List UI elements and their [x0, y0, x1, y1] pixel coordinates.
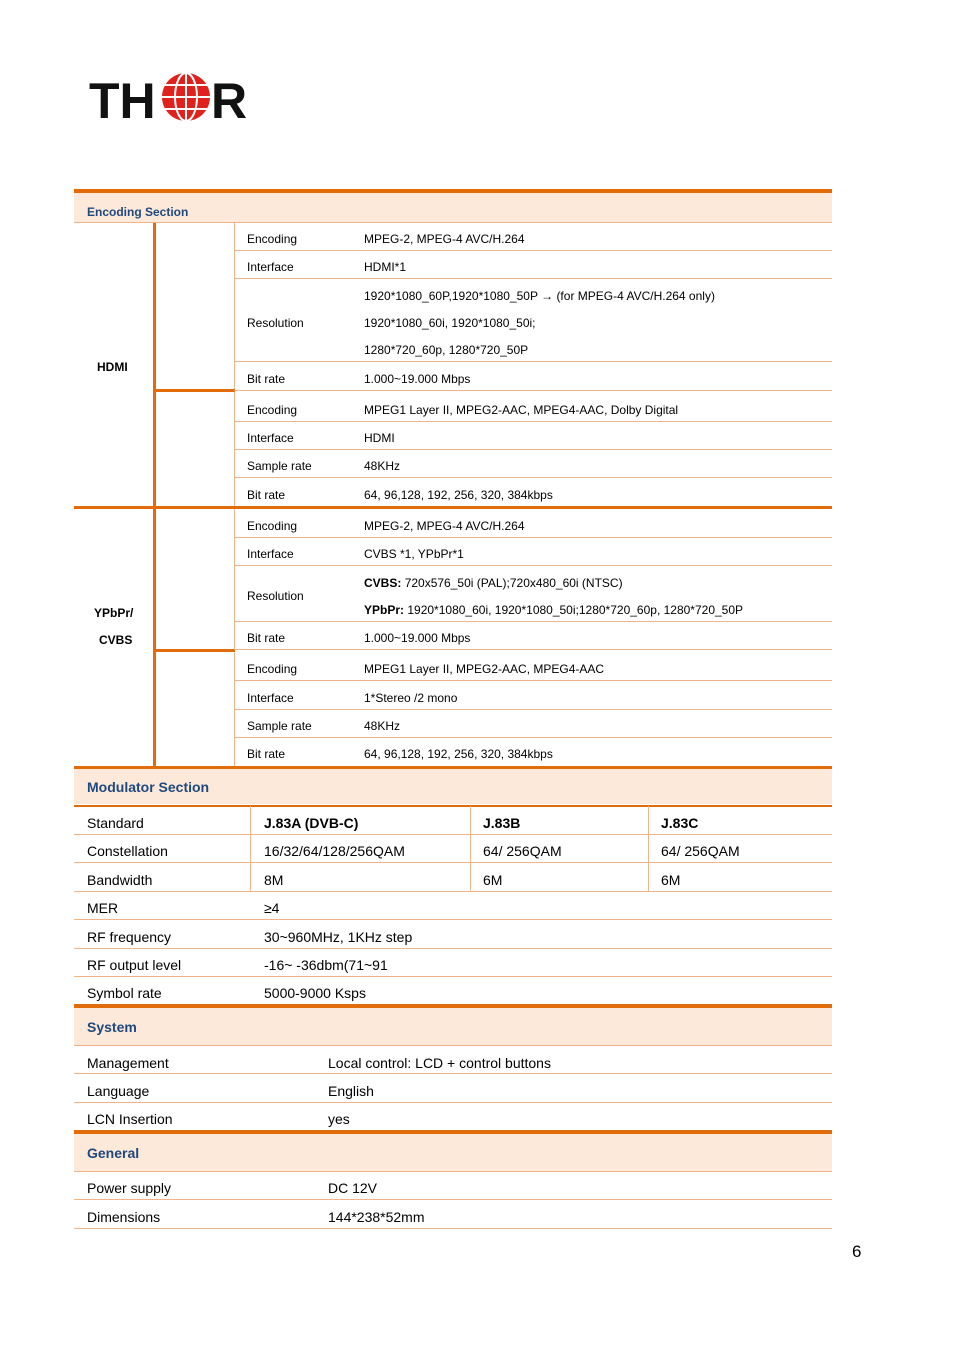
spec-value: 8M — [264, 872, 284, 888]
standard-a: J.83A (DVB-C) — [264, 815, 359, 831]
spec-value: 16/32/64/128/256QAM — [264, 843, 405, 859]
spec-value: 30~960MHz, 1KHz step — [264, 929, 413, 945]
spec-value: Local control: LCD + control buttons — [328, 1055, 551, 1071]
spec-value: MPEG1 Layer II, MPEG2-AAC, MPEG4-AAC — [364, 662, 605, 676]
modulator-table — [74, 769, 832, 1009]
spec-value: HDMI — [364, 431, 395, 445]
spec-key: Sample rate — [247, 719, 312, 733]
spec-key: Bit rate — [247, 747, 286, 761]
encoding-section-title: Encoding Section — [87, 205, 189, 219]
spec-value: 5000-9000 Ksps — [264, 985, 366, 1001]
cvbs-label: CVBS — [99, 633, 133, 647]
spec-value: 64, 96,128, 192, 256, 320, 384kbps — [364, 488, 553, 502]
spec-key: LCN Insertion — [87, 1111, 173, 1127]
thor-logo — [89, 68, 251, 124]
spec-value: 144*238*52mm — [328, 1209, 425, 1225]
spec-value: 1280*720_60p, 1280*720_50P — [364, 343, 529, 357]
spec-key: Interface — [247, 260, 294, 274]
spec-value: English — [328, 1083, 374, 1099]
spec-value: DC 12V — [328, 1180, 378, 1196]
spec-key: Encoding — [247, 519, 298, 533]
spec-key: Standard — [87, 815, 144, 831]
system-table — [74, 1004, 832, 1130]
spec-key: Resolution — [247, 316, 304, 330]
spec-key: Sample rate — [247, 459, 312, 473]
logo-letter-r: R — [211, 73, 248, 124]
ypbpr-label: YPbPr/ — [94, 606, 134, 620]
spec-key: Language — [87, 1083, 150, 1099]
spec-key: Interface — [247, 691, 294, 705]
spec-key: Interface — [247, 547, 294, 561]
spec-key: Bit rate — [247, 488, 286, 502]
spec-key: Interface — [247, 431, 294, 445]
spec-value: HDMI*1 — [364, 260, 407, 274]
general-section-title: General — [87, 1145, 140, 1161]
spec-value: 1920*1080_60i, 1920*1080_50i; — [364, 316, 536, 330]
standard-c: J.83C — [661, 815, 699, 831]
page-number: 6 — [852, 1242, 862, 1261]
spec-key: Bandwidth — [87, 872, 153, 888]
spec-key: Bit rate — [247, 631, 286, 645]
spec-value: 6M — [483, 872, 503, 888]
spec-key: Power supply — [87, 1180, 172, 1196]
spec-value: 64/ 256QAM — [483, 843, 562, 859]
spec-key: Encoding — [247, 662, 298, 676]
spec-value: ≥4 — [264, 900, 280, 916]
general-table — [74, 1130, 832, 1230]
spec-value: 48KHz — [364, 719, 401, 733]
spec-key: Management — [87, 1055, 169, 1071]
spec-key: Constellation — [87, 843, 168, 859]
spec-key: Dimensions — [87, 1209, 161, 1225]
spec-key: Encoding — [247, 232, 298, 246]
spec-value: -16~ -36dbm(71~91 — [264, 957, 388, 973]
spec-value: 1*Stereo /2 mono — [364, 691, 458, 705]
spec-value: 1.000~19.000 Mbps — [364, 372, 471, 386]
spec-value: CVBS *1, YPbPr*1 — [364, 547, 464, 561]
system-section-title: System — [87, 1019, 137, 1035]
spec-value: CVBS: 720x576_50i (PAL);720x480_60i (NTSC) — [364, 576, 623, 590]
spec-value: YPbPr: 1920*1080_60i, 1920*1080_50i;1280*720_60p, 1280*720_50P — [364, 603, 744, 617]
spec-key: Resolution — [247, 589, 304, 603]
hdmi-label: HDMI — [97, 360, 128, 374]
spec-key: Encoding — [247, 403, 298, 417]
spec-key: Symbol rate — [87, 985, 162, 1001]
modulator-section-title: Modulator Section — [87, 779, 210, 795]
spec-value: MPEG-2, MPEG-4 AVC/H.264 — [364, 519, 525, 533]
spec-value: MPEG1 Layer II, MPEG2-AAC, MPEG4-AAC, Dolby Digital — [364, 403, 679, 417]
encoding-table — [74, 189, 832, 769]
spec-value: yes — [328, 1111, 350, 1127]
spec-key: RF frequency — [87, 929, 172, 945]
spec-value: 1.000~19.000 Mbps — [364, 631, 471, 645]
logo-letters-th: TH — [89, 73, 156, 124]
spec-key: MER — [87, 900, 119, 916]
spec-key: RF output level — [87, 957, 182, 973]
arrow-right-icon: → — [541, 289, 554, 303]
spec-key: Bit rate — [247, 372, 286, 386]
standard-b: J.83B — [483, 815, 521, 831]
spec-value: 1920*1080_60P,1920*1080_50P → (for MPEG-4 AVC/H.264 only) — [364, 289, 715, 303]
spec-value: 64/ 256QAM — [661, 843, 740, 859]
spec-value: 48KHz — [364, 459, 401, 473]
spec-value: 64, 96,128, 192, 256, 320, 384kbps — [364, 747, 553, 761]
spec-value: 6M — [661, 872, 681, 888]
spec-value: MPEG-2, MPEG-4 AVC/H.264 — [364, 232, 525, 246]
